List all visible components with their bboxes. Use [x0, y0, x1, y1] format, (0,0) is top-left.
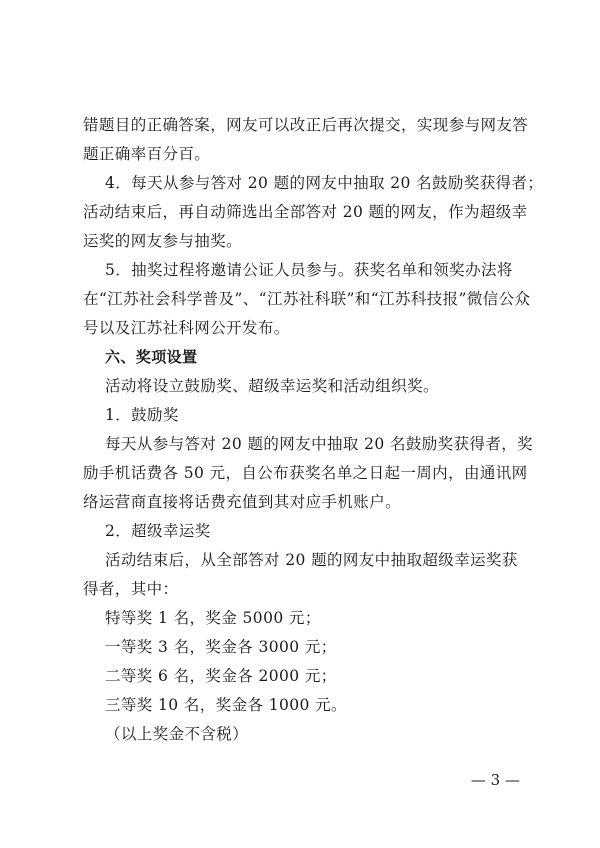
text-line: 2．超级幸运奖	[105, 522, 211, 540]
paragraph-encouragement-award	[83, 430, 534, 517]
subheading-super-lucky-award	[83, 517, 523, 546]
text-line: 5．抽奖过程将邀请公证人员参与。获奖名单和领奖办法将	[105, 261, 513, 279]
prize-second	[83, 662, 523, 691]
text-line: 4．每天从参与答对 20 题的网友中抽取 20 名鼓励奖获得者；	[105, 174, 544, 192]
paragraph-rule-4	[83, 169, 544, 256]
text-line: 运奖的网友参与抽奖。	[83, 232, 243, 250]
text-line: 络运营商直接将话费充值到其对应手机账户。	[83, 493, 402, 511]
text-line: 得者，其中：	[83, 580, 179, 598]
text-line: 在“江苏社会科学普及”、“江苏社科联”和“江苏科技报”微信公众	[83, 290, 531, 308]
prize-third	[83, 691, 523, 720]
section-heading-awards	[83, 343, 523, 372]
subheading-encouragement-award	[83, 401, 523, 430]
text-line: 特等奖 1 名，奖金 5000 元；	[105, 609, 321, 627]
text-line: 1．鼓励奖	[105, 406, 179, 424]
text-line: 题正确率百分百。	[83, 145, 211, 163]
paragraph-awards-intro	[83, 372, 523, 401]
text-line: 活动结束后，再自动筛选出全部答对 20 题的网友，作为超级幸	[83, 203, 528, 221]
paragraph-answer-correction	[83, 111, 529, 169]
text-line: 每天从参与答对 20 题的网友中抽取 20 名鼓励奖获得者，奖	[105, 435, 534, 453]
text-line: （以上奖金不含税）	[105, 725, 249, 743]
paragraph-rule-5	[83, 256, 531, 343]
text-line: 号以及江苏社科网公开发布。	[83, 319, 290, 337]
text-line: 活动结束后，从全部答对 20 题的网友中抽取超级幸运奖获	[105, 551, 518, 569]
text-line: 励手机话费各 50 元，自公布获奖名单之日起一周内，由通讯网	[83, 464, 528, 482]
paragraph-super-lucky-award	[83, 546, 523, 604]
text-line: 错题目的正确答案，网友可以改正后再次提交，实现参与网友答	[83, 116, 529, 134]
text-line: 二等奖 6 名，奖金各 2000 元；	[105, 667, 337, 685]
text-line: 活动将设立鼓励奖、超级幸运奖和活动组织奖。	[105, 377, 439, 395]
text-line: 三等奖 10 名，奖金各 1000 元。	[105, 696, 347, 714]
note-tax	[83, 720, 523, 749]
prize-special	[83, 604, 523, 633]
prize-first	[83, 633, 523, 662]
text-line: 一等奖 3 名，奖金各 3000 元；	[105, 638, 337, 656]
section-heading: 六、奖项设置	[105, 348, 198, 366]
document-body	[83, 111, 544, 749]
page-number: — 3 —	[470, 771, 520, 789]
